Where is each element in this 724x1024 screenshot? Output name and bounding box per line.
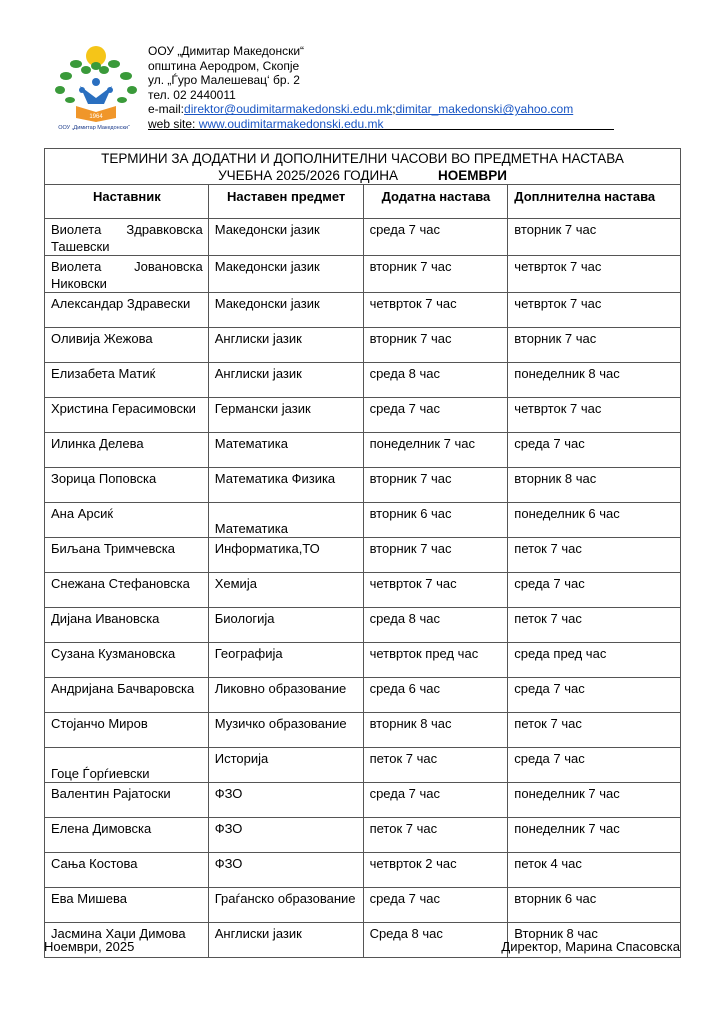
table-row <box>45 503 681 538</box>
additional-class-cell: среда 7 час <box>363 219 508 256</box>
header-subject: Наставен предмет <box>208 185 363 219</box>
table-row <box>45 748 681 783</box>
subject-cell: Германски јазик <box>208 398 363 433</box>
header-additional: Додатна настава <box>363 185 508 219</box>
subject-cell: Информатика,ТО <box>208 538 363 573</box>
teacher-cell: Илинка Делева <box>45 433 209 468</box>
additional-class-cell: понеделник 7 час <box>363 433 508 468</box>
subject-cell: Граѓанско образование <box>208 888 363 923</box>
subject-cell: Хемија <box>208 573 363 608</box>
email-link-yahoo[interactable]: dimitar_makedonski@yahoo.com <box>395 102 574 117</box>
table-row <box>45 573 681 608</box>
additional-class-cell: петок 7 час <box>363 818 508 853</box>
subject-cell: Математика Физика <box>208 468 363 503</box>
table-row <box>45 608 681 643</box>
teacher-cell: Зорица Поповска <box>45 468 209 503</box>
additional-class-cell: четврток пред час <box>363 643 508 678</box>
table-row <box>45 678 681 713</box>
web-link[interactable]: www.oudimitarmakedonski.edu.mk <box>198 116 384 131</box>
additional-class-cell: Среда 8 час <box>363 923 508 958</box>
supplementary-class-cell: петок 7 час <box>508 713 681 748</box>
phone: тел. 02 2440011 <box>148 87 236 102</box>
teacher-cell: Сања Костова <box>45 853 209 888</box>
teacher-cell: Оливија Жежова <box>45 328 209 363</box>
table-row <box>45 256 681 293</box>
table-row <box>45 468 681 503</box>
table-title-row <box>45 149 681 185</box>
address: ул. „Ѓуро Малешевац‘ бр. 2 <box>148 73 300 88</box>
supplementary-class-cell: вторник 6 час <box>508 888 681 923</box>
email-separator: ; <box>392 102 396 117</box>
subject-cell: Музичко образование <box>208 713 363 748</box>
supplementary-class-cell: понеделник 7 час <box>508 818 681 853</box>
additional-class-cell: среда 6 час <box>363 678 508 713</box>
additional-class-cell: четврток 7 час <box>363 573 508 608</box>
table-row <box>45 293 681 328</box>
title-line-2 <box>45 167 680 184</box>
supplementary-class-cell: вторник 7 час <box>508 219 681 256</box>
table-title <box>45 149 681 185</box>
subject-cell: ФЗО <box>208 783 363 818</box>
supplementary-class-cell: среда пред час <box>508 643 681 678</box>
table-row <box>45 643 681 678</box>
supplementary-class-cell: четврток 7 час <box>508 398 681 433</box>
municipality: општина Аеродром, Скопје <box>148 58 300 73</box>
teacher-cell: Андријана Бачваровска <box>45 678 209 713</box>
footer-signature: Директор, Марина Спасовска <box>501 939 680 954</box>
teacher-cell: Сузана Кузмановска <box>45 643 209 678</box>
supplementary-class-cell: вторник 7 час <box>508 328 681 363</box>
title-line-1: ТЕРМИНИ ЗА ДОДАТНИ И ДОПОЛНИТЕЛНИ ЧАСОВИ ВО ПРЕДМЕТНА НАСТАВА <box>101 151 624 166</box>
supplementary-class-cell: среда 7 час <box>508 748 681 783</box>
teacher-cell: Ана Арсиќ <box>45 503 209 538</box>
footer-date: Ноември, 2025 <box>44 939 135 954</box>
supplementary-class-cell: петок 4 час <box>508 853 681 888</box>
additional-class-cell: вторник 6 час <box>363 503 508 538</box>
school-logo <box>46 42 142 134</box>
school-name: ООУ „Димитар Македонски“ <box>148 44 305 58</box>
table-row <box>45 398 681 433</box>
teacher-cell: Гоце Ѓорѓиевски <box>45 748 209 783</box>
teacher-cell: Дијана Ивановска <box>45 608 209 643</box>
school-year: УЧЕБНА 2025/2026 ГОДИНА <box>218 168 398 183</box>
subject-cell: Англиски јазик <box>208 923 363 958</box>
supplementary-class-cell: понеделник 7 час <box>508 783 681 818</box>
additional-class-cell: четврток 7 час <box>363 293 508 328</box>
table-row <box>45 538 681 573</box>
subject-cell: Географија <box>208 643 363 678</box>
supplementary-class-cell: понеделник 6 час <box>508 503 681 538</box>
web-label: web site: <box>148 116 199 131</box>
teacher-cell: Стојанчо Миров <box>45 713 209 748</box>
supplementary-class-cell: вторник 8 час <box>508 468 681 503</box>
table-row <box>45 433 681 468</box>
table-row <box>45 783 681 818</box>
table-row <box>45 219 681 256</box>
subject-cell: Историја <box>208 748 363 783</box>
subject-cell: Математика <box>208 433 363 468</box>
table-row <box>45 888 681 923</box>
teacher-cell: Христина Герасимовски <box>45 398 209 433</box>
teacher-cell: Виолета Јовановска Никовски <box>45 256 209 293</box>
email-label: e-mail: <box>148 102 185 117</box>
table-row <box>45 363 681 398</box>
table-row <box>45 853 681 888</box>
subject-cell: Англиски јазик <box>208 328 363 363</box>
additional-class-cell: среда 7 час <box>363 783 508 818</box>
supplementary-class-cell: среда 7 час <box>508 573 681 608</box>
supplementary-class-cell: петок 7 час <box>508 608 681 643</box>
subject-cell: ФЗО <box>208 818 363 853</box>
table-row <box>45 818 681 853</box>
additional-class-cell: вторник 7 час <box>363 538 508 573</box>
supplementary-class-cell: петок 7 час <box>508 538 681 573</box>
subject-cell: ФЗО <box>208 853 363 888</box>
supplementary-class-cell: Вторник 8 час <box>508 923 681 958</box>
additional-class-cell: среда 7 час <box>363 398 508 433</box>
additional-class-cell: вторник 7 час <box>363 328 508 363</box>
teacher-cell: Виолета Здравковска Ташевски <box>45 219 209 256</box>
email-link-director[interactable]: direktor@oudimitarmakedonski.edu.mk <box>184 102 393 117</box>
additional-class-cell: вторник 8 час <box>363 713 508 748</box>
letterhead <box>148 44 573 132</box>
teacher-cell: Елена Димовска <box>45 818 209 853</box>
supplementary-class-cell: среда 7 час <box>508 433 681 468</box>
subject-cell: Македонски јазик <box>208 293 363 328</box>
teacher-cell: Елизабета Матиќ <box>45 363 209 398</box>
additional-class-cell: среда 8 час <box>363 363 508 398</box>
subject-cell: Македонски јазик <box>208 219 363 256</box>
table-row <box>45 328 681 363</box>
additional-class-cell: четврток 2 час <box>363 853 508 888</box>
subject-cell: Македонски јазик <box>208 256 363 293</box>
teacher-cell: Јасмина Хаџи Димова <box>45 923 209 958</box>
subject-cell: Ликовно образование <box>208 678 363 713</box>
teacher-cell: Александар Здравески <box>45 293 209 328</box>
header-teacher: Наставник <box>45 185 209 219</box>
logo-year: 1964 <box>89 114 103 120</box>
additional-class-cell: среда 7 час <box>363 888 508 923</box>
teacher-cell: Снежана Стефановска <box>45 573 209 608</box>
supplementary-class-cell: среда 7 час <box>508 678 681 713</box>
schedule-table <box>44 148 681 958</box>
supplementary-class-cell: четврток 7 час <box>508 256 681 293</box>
table-header-row <box>45 185 681 219</box>
supplementary-class-cell: четврток 7 час <box>508 293 681 328</box>
subject-cell: Математика <box>208 503 363 538</box>
supplementary-class-cell: понеделник 8 час <box>508 363 681 398</box>
month: НОЕМВРИ <box>437 168 507 183</box>
additional-class-cell: петок 7 час <box>363 748 508 783</box>
header-supplementary: Доплнителна настава <box>508 185 681 219</box>
subject-cell: Англиски јазик <box>208 363 363 398</box>
table-row <box>45 713 681 748</box>
letterhead-divider <box>148 129 614 130</box>
teacher-cell: Ева Мишева <box>45 888 209 923</box>
teacher-cell: Валентин Рајатоски <box>45 783 209 818</box>
subject-cell: Биологија <box>208 608 363 643</box>
additional-class-cell: вторник 7 час <box>363 256 508 293</box>
teacher-cell: Биљана Тримчевска <box>45 538 209 573</box>
logo-text: ООУ „Димитар Македонски“ <box>58 125 130 131</box>
email-line <box>148 102 573 117</box>
additional-class-cell: вторник 7 час <box>363 468 508 503</box>
additional-class-cell: среда 8 час <box>363 608 508 643</box>
